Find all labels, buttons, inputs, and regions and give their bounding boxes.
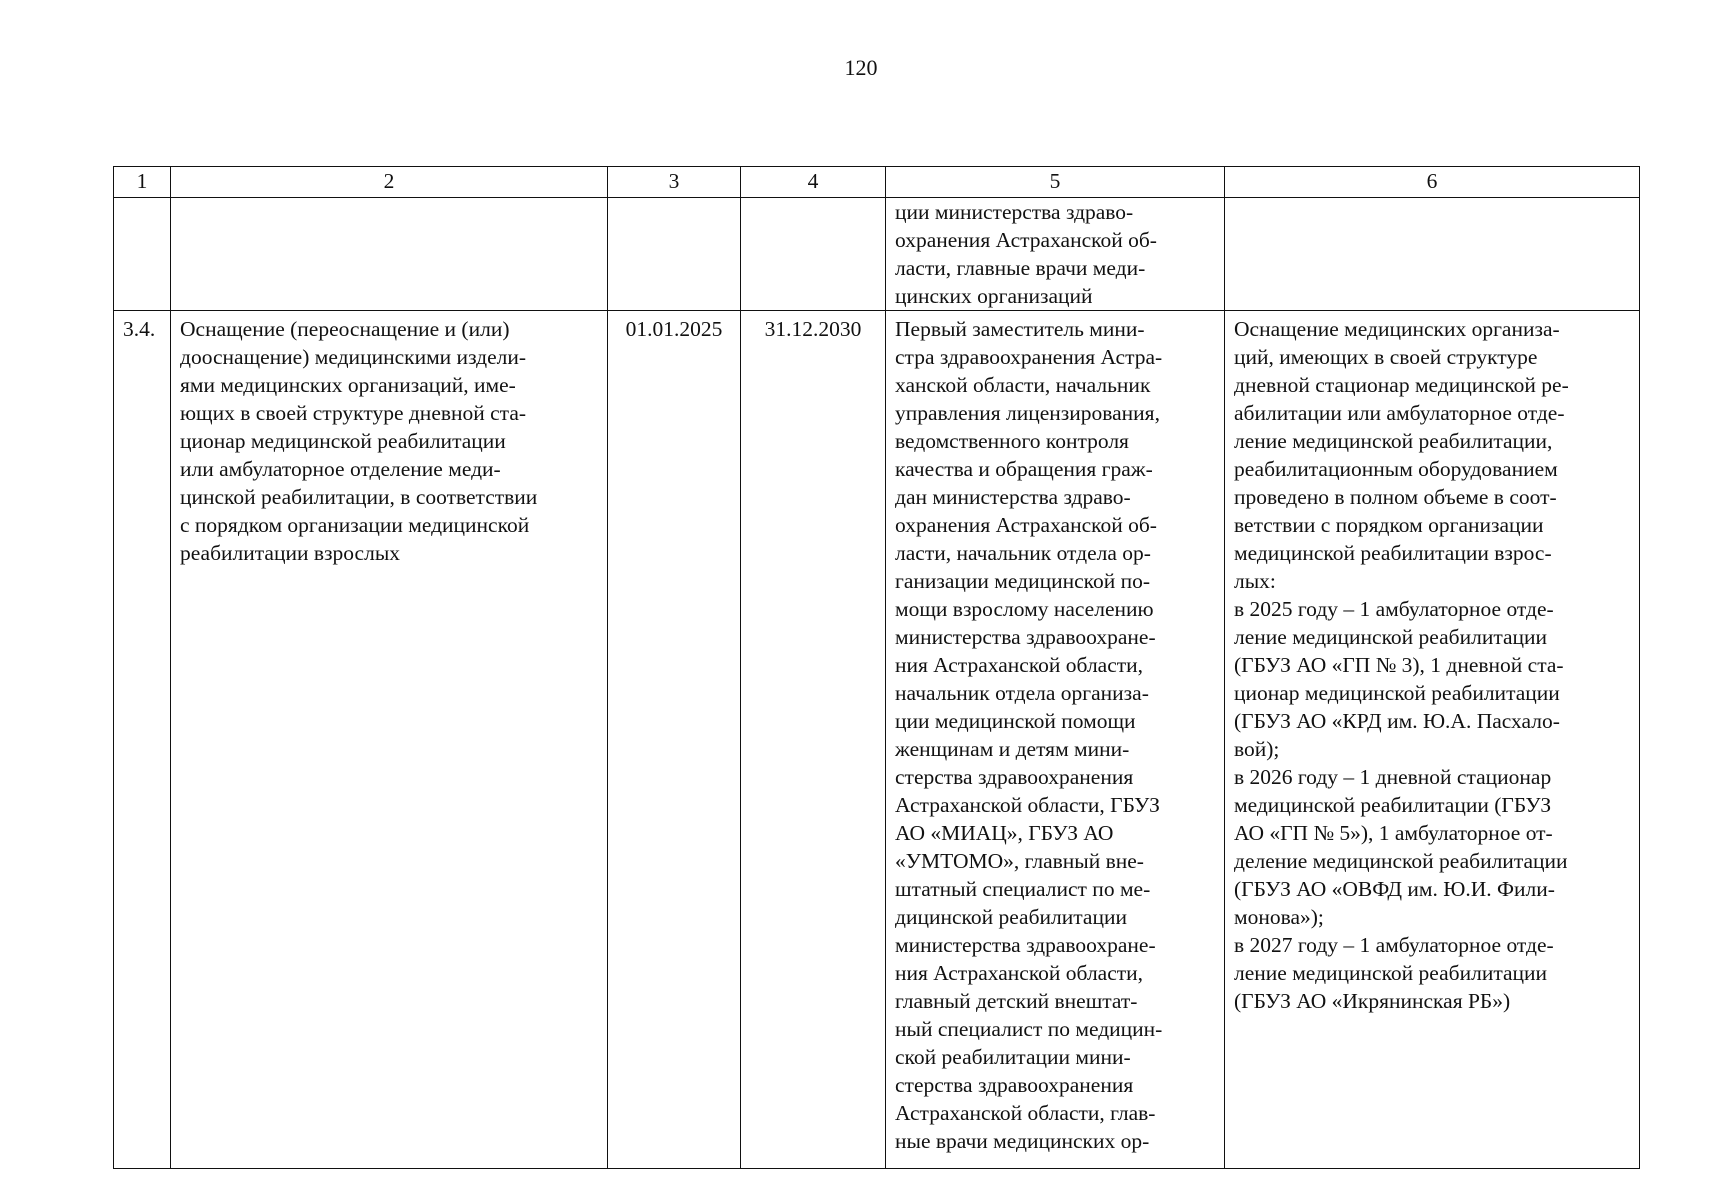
text-line: цинских организаций [895,284,1093,308]
table-header-row [114,167,1640,198]
text-line: ласти, главные врачи меди- [895,256,1146,280]
text-line: стра здравоохранения Астра- [895,345,1163,369]
text-line: дооснащение) медицинскими издели- [180,345,527,369]
cell-description [171,198,608,311]
cell-end-date [741,198,886,311]
column-header-6: 6 [1225,167,1640,198]
text-line: министерства здравоохране- [895,625,1156,649]
text-line: абилитации или амбулаторное отде- [1234,401,1565,425]
text-line: управления лицензирования, [895,401,1160,425]
table-row-3-4 [114,311,1640,1169]
text-line: качества и обращения граж- [895,457,1153,481]
text-line: ющих в своей структуре дневной ста- [180,401,527,425]
text-line: в 2027 году – 1 амбулаторное отде- [1234,933,1554,957]
text-line: Первый заместитель мини- [895,317,1145,341]
text-line: или амбулаторное отделение меди- [180,457,501,481]
text-line: вой); [1234,737,1280,761]
text-line: дан министерства здраво- [895,485,1131,509]
column-header-4: 4 [741,167,886,198]
text-line: лых: [1234,569,1276,593]
text-line: ционар медицинской реабилитации [1234,681,1560,705]
text-line: монова»); [1234,905,1324,929]
text-line: АО «МИАЦ», ГБУЗ АО [895,821,1114,845]
text-line: с порядком организации медицинской [180,513,530,537]
cell-result [1225,311,1640,1169]
text-line: (ГБУЗ АО «ГП № 3), 1 дневной ста- [1234,653,1564,677]
column-header-2: 2 [171,167,608,198]
text-line: ционар медицинской реабилитации [180,429,506,453]
text-line: Оснащение медицинских организа- [1234,317,1560,341]
cell-responsible [886,198,1225,311]
text-line: ции министерства здраво- [895,200,1134,224]
text-line: цинской реабилитации, в соответствии [180,485,538,509]
text-line: дицинской реабилитации [895,905,1127,929]
cell-description [171,311,608,1169]
column-header-1: 1 [114,167,171,198]
text-line: ласти, начальник отдела ор- [895,541,1151,565]
text-line: ление медицинской реабилитации [1234,625,1548,649]
text-line: ния Астраханской области, [895,961,1144,985]
column-header-5: 5 [886,167,1225,198]
cell-start-date: 01.01.2025 [608,311,741,1169]
cell-number: 3.4. [114,311,171,1169]
text-line: (ГБУЗ АО «КРД им. Ю.А. Пасхало- [1234,709,1560,733]
text-line: в 2026 году – 1 дневной стационар [1234,765,1552,789]
text-line: медицинской реабилитации (ГБУЗ [1234,793,1552,817]
text-line: Оснащение (переоснащение и (или) [180,317,510,341]
text-line: медицинской реабилитации взрос- [1234,541,1552,565]
text-line: охранения Астраханской об- [895,228,1157,252]
text-line: ской реабилитации мини- [895,1045,1131,1069]
text-line: ведомственного контроля [895,429,1129,453]
text-line: ханской области, начальник [895,373,1151,397]
page-number: 120 [844,55,878,80]
text-line: министерства здравоохране- [895,933,1156,957]
text-line: ные врачи медицинских ор- [895,1129,1150,1153]
text-line: ций, имеющих в своей структуре [1234,345,1538,369]
text-line: мощи взрослому населению [895,597,1154,621]
text-line: начальник отдела организа- [895,681,1149,705]
table-row-continuation [114,198,1640,311]
text-line: (ГБУЗ АО «Икрянинская РБ») [1234,989,1511,1013]
text-line: Астраханской области, ГБУЗ [895,793,1160,817]
text-line: ный специалист по медицин- [895,1017,1163,1041]
text-line: штатный специалист по ме- [895,877,1151,901]
text-line: в 2025 году – 1 амбулаторное отде- [1234,597,1554,621]
text-line: дневной стационар медицинской ре- [1234,373,1569,397]
text-line: главный детский внештат- [895,989,1138,1013]
text-line: реабилитации взрослых [180,541,401,565]
text-line: ции медицинской помощи [895,709,1136,733]
cell-number [114,198,171,311]
text-line: реабилитационным оборудованием [1234,457,1558,481]
column-header-3: 3 [608,167,741,198]
text-line: ление медицинской реабилитации, [1234,429,1553,453]
text-line: ветствии с порядком организации [1234,513,1544,537]
text-line: ление медицинской реабилитации [1234,961,1548,985]
text-line: АО «ГП № 5»), 1 амбулаторное от- [1234,821,1553,845]
text-line: ния Астраханской области, [895,653,1144,677]
text-line: ями медицинских организаций, име- [180,373,516,397]
text-line: женщинам и детям мини- [895,737,1130,761]
cell-responsible [886,311,1225,1169]
text-line: охранения Астраханской об- [895,513,1157,537]
text-line: проведено в полном объеме в соот- [1234,485,1557,509]
text-line: Астраханской области, глав- [895,1101,1156,1125]
cell-end-date: 31.12.2030 [741,311,886,1169]
text-line: ганизации медицинской по- [895,569,1151,593]
cell-start-date [608,198,741,311]
cell-result [1225,198,1640,311]
text-line: «УМТОМО», главный вне- [895,849,1144,873]
text-line: стерства здравоохранения [895,1073,1134,1097]
text-line: стерства здравоохранения [895,765,1134,789]
text-line: (ГБУЗ АО «ОВФД им. Ю.И. Фили- [1234,877,1555,901]
document-table [113,166,1640,1169]
text-line: деление медицинской реабилитации [1234,849,1568,873]
